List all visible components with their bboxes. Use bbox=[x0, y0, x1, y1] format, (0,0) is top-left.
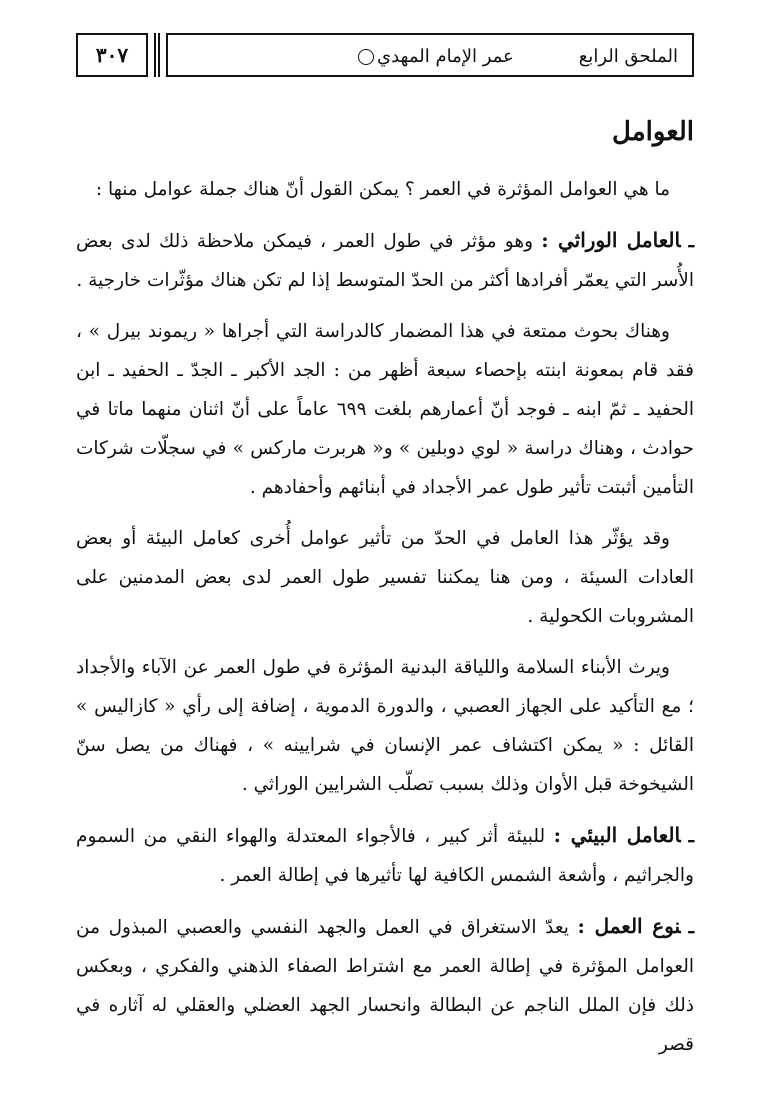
intro-paragraph: ما هي العوامل المؤثرة في العمر ؟ يمكن القول أنّ هناك جملة عوامل منها : bbox=[95, 179, 670, 200]
environment-factor-heading: العامل البيئي : bbox=[553, 823, 681, 847]
hereditary-factor-paragraph bbox=[76, 221, 694, 300]
other-factors-paragraph: وقد يؤثّر هذا العامل في الحدّ من تأثير عوامل أُخرى كعامل البيئة أو بعض العادات السيئة ، ومن هنا يمكننا تفسير طول العمر لدى بعض المدمنين على المشروبات الكحولية . bbox=[76, 528, 694, 627]
list-marker: ـ bbox=[688, 231, 694, 252]
chapter-title: الملحق الرابع bbox=[578, 46, 678, 67]
environment-factor-paragraph bbox=[76, 816, 694, 895]
page-content bbox=[76, 112, 694, 1076]
hereditary-factor-text: وهو مؤثر في طول العمر ، فيمكن ملاحظة ذلك لدى بعض الأُسر التي يعمّر أفرادها أكثر من الحدّ المتوسط إذا لم تكن هناك مؤثّرات خارجية . bbox=[76, 231, 694, 291]
page-number: ٣٠٧ bbox=[95, 43, 129, 67]
header-divider bbox=[154, 33, 160, 77]
hereditary-factor-heading: العامل الوراثي : bbox=[541, 228, 681, 252]
book-title: عمر الإمام المهدي bbox=[377, 46, 514, 67]
page-header bbox=[76, 33, 694, 81]
book-title-wrap bbox=[358, 35, 514, 79]
work-type-heading: نوع العمل : bbox=[577, 914, 681, 938]
work-type-paragraph bbox=[76, 907, 694, 1064]
research-paragraph: وهناك بحوث ممتعة في هذا المضمار كالدراسة التي أجراها « ريموند بيرل » ، فقد قام بمعونة ابنته بإحصاء سبعة أظهر من : الجد الأكبر ـ الجدّ ـ الحفيد ـ ابن الحفيد ـ ثمّ ابنه ـ فوجد أنّ أعمارهم بلغت ٦٩٩ عاماً على أنّ اثنان منهما ماتا في حوادث ، وهناك دراسة « لوي دوبلين » و« هربرت ماركس » في سجلّات شركات التأمين أثبتت تأثير طول عمر الأجداد في أبنائهم وأحفادهم . bbox=[76, 321, 694, 498]
environment-factor-text: للبيئة أثر كبير ، فالأجواء المعتدلة والهواء النقي من السموم والجراثيم ، وأشعة الشمس الكافية لها تأثيرها في إطالة العمر . bbox=[76, 826, 694, 886]
header-title-box bbox=[166, 33, 694, 77]
inheritance-paragraph: ويرث الأبناء السلامة واللياقة البدنية المؤثرة في طول العمر عن الآباء والأجداد ؛ مع التأكيد على الجهاز العصبي ، والدورة الدموية ، إضافة إلى رأي « كازاليس » القائل : « يمكن اكتشاف عمر الإنسان في شرايينه » ، فهناك من يصل سنّ الشيخوخة قبل الأوان وذلك بسبب تصلّب الشرايين الوراثي . bbox=[76, 657, 694, 795]
work-type-text: يعدّ الاستغراق في العمل والجهد النفسي والعصبي المبذول من العوامل المؤثرة في إطالة العمر مع اشتراط الصفاء الذهني والفكري ، وبعكس ذلك فإن الملل الناجم عن البطالة وانحسار الجهد العضلي والعقلي له آثاره في قصر bbox=[76, 917, 694, 1055]
list-marker: ـ bbox=[688, 917, 694, 938]
list-marker: ـ bbox=[688, 826, 694, 847]
honorific-symbol-icon bbox=[358, 49, 374, 65]
section-title: العوامل bbox=[612, 117, 694, 147]
